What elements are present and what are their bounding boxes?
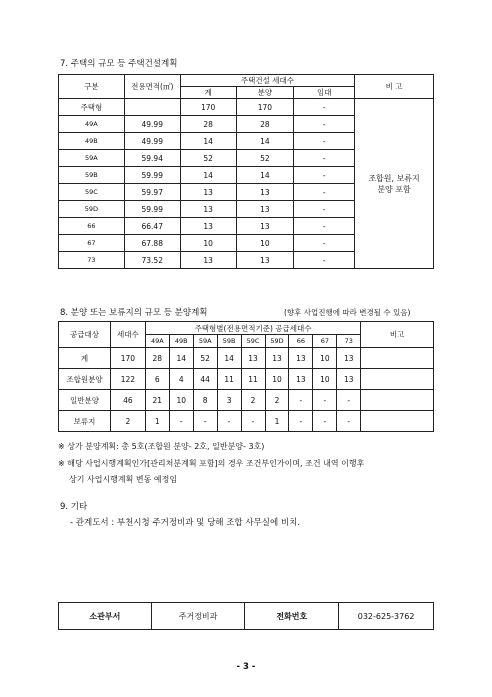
cell: - bbox=[294, 218, 355, 235]
section8-subnote: (향후 사업진행에 따라 변경될 수 있음) bbox=[284, 308, 411, 317]
cell: 13 bbox=[289, 369, 313, 390]
col-type: 66 bbox=[289, 335, 313, 348]
col-households: 주택건설 세대수 bbox=[180, 75, 354, 87]
cell bbox=[124, 99, 180, 116]
cell: - bbox=[294, 201, 355, 218]
col-target: 공급대상 bbox=[59, 322, 111, 348]
cell: 13 bbox=[236, 252, 294, 269]
col-sale: 분양 bbox=[236, 87, 294, 99]
cell: - bbox=[217, 411, 241, 432]
cell: 170 bbox=[236, 99, 294, 116]
cell: 13 bbox=[265, 348, 289, 369]
row-label: 조합원분양 bbox=[59, 369, 111, 390]
cell: 59B bbox=[59, 167, 125, 184]
cell: 28 bbox=[236, 116, 294, 133]
col-type: 73 bbox=[337, 335, 361, 348]
cell: - bbox=[294, 252, 355, 269]
cell: 11 bbox=[241, 369, 265, 390]
note-line: 분양 포함 bbox=[377, 184, 411, 194]
table-row bbox=[59, 390, 434, 411]
section7-title: 7. 주택의 규모 등 주택건설계획 bbox=[60, 59, 178, 69]
cell: 13 bbox=[180, 218, 236, 235]
cell: 49B bbox=[59, 133, 125, 150]
col-group: 주택형별(전용면적기준) 공급세대수 bbox=[145, 322, 360, 335]
cell: 59D bbox=[59, 201, 125, 218]
cell: 66.47 bbox=[124, 218, 180, 235]
cell: - bbox=[294, 99, 355, 116]
cell: 10 bbox=[313, 348, 337, 369]
cell: 59A bbox=[59, 150, 125, 167]
note-cell bbox=[361, 411, 434, 432]
col-type: 구분 bbox=[59, 75, 125, 99]
cell: - bbox=[241, 411, 265, 432]
cell: 1 bbox=[145, 411, 169, 432]
cell: - bbox=[337, 411, 361, 432]
cell: 14 bbox=[236, 133, 294, 150]
cell: 4 bbox=[169, 369, 193, 390]
cell: 59.99 bbox=[124, 167, 180, 184]
dept-label: 소관부서 bbox=[59, 603, 152, 630]
cell: - bbox=[169, 411, 193, 432]
dept-value: 주거정비과 bbox=[151, 603, 245, 630]
col-note: 비고 bbox=[361, 322, 434, 348]
cell: 13 bbox=[337, 348, 361, 369]
cell: 13 bbox=[180, 252, 236, 269]
sale-plan-table bbox=[58, 321, 434, 432]
col-type: 59D bbox=[265, 335, 289, 348]
cell: 13 bbox=[180, 201, 236, 218]
col-note: 비 고 bbox=[355, 75, 434, 99]
note-cell bbox=[361, 369, 434, 390]
cell: 170 bbox=[110, 348, 145, 369]
col-count: 세대수 bbox=[110, 322, 145, 348]
cell: - bbox=[337, 390, 361, 411]
cell: - bbox=[294, 167, 355, 184]
col-type: 59C bbox=[241, 335, 265, 348]
cell: 13 bbox=[236, 218, 294, 235]
cell: 6 bbox=[145, 369, 169, 390]
cell: - bbox=[289, 390, 313, 411]
cell: 49A bbox=[59, 116, 125, 133]
cell: 10 bbox=[265, 369, 289, 390]
cell: 14 bbox=[180, 133, 236, 150]
cell: 73.52 bbox=[124, 252, 180, 269]
col-total: 계 bbox=[180, 87, 236, 99]
note-cell bbox=[361, 390, 434, 411]
cell: 13 bbox=[180, 184, 236, 201]
row-label: 보류지 bbox=[59, 411, 111, 432]
cell: 2 bbox=[110, 411, 145, 432]
cell: 10 bbox=[180, 235, 236, 252]
section9-title: 9. 기타 bbox=[60, 502, 88, 512]
page-number: - 3 - bbox=[236, 662, 256, 672]
cell: 13 bbox=[289, 348, 313, 369]
cell: 73 bbox=[59, 252, 125, 269]
table-row bbox=[59, 411, 434, 432]
cell: 14 bbox=[169, 348, 193, 369]
cell: 52 bbox=[236, 150, 294, 167]
section9-line: - 관계도서 : 부천시청 주거정비과 및 당해 조합 사무실에 비치. bbox=[70, 518, 301, 528]
cell: 52 bbox=[193, 348, 217, 369]
footnote-condition: ※ 해당 사업시행계획인가[관리처분계획 포함]의 경우 조건부인가이며, 조건 내역 이행후 bbox=[58, 459, 365, 468]
contact-table bbox=[58, 602, 434, 630]
cell: - bbox=[289, 411, 313, 432]
table-row bbox=[59, 369, 434, 390]
cell: 122 bbox=[110, 369, 145, 390]
cell: 8 bbox=[193, 390, 217, 411]
cell: 주택형 bbox=[59, 99, 125, 116]
cell: 44 bbox=[193, 369, 217, 390]
col-type: 59B bbox=[217, 335, 241, 348]
cell: - bbox=[313, 411, 337, 432]
col-type: 49B bbox=[169, 335, 193, 348]
cell: 13 bbox=[241, 348, 265, 369]
note-line: 조합원, 보류지 bbox=[368, 173, 420, 183]
row-label: 일반분양 bbox=[59, 390, 111, 411]
cell: 28 bbox=[180, 116, 236, 133]
cell: 13 bbox=[337, 369, 361, 390]
phone-label: 전화번호 bbox=[245, 603, 339, 630]
footnote-condition-cont: 상기 사업시행계획 변동 예정임 bbox=[69, 475, 178, 484]
col-type: 59A bbox=[193, 335, 217, 348]
cell: 66 bbox=[59, 218, 125, 235]
cell: 52 bbox=[180, 150, 236, 167]
cell: 3 bbox=[217, 390, 241, 411]
cell: 59.99 bbox=[124, 201, 180, 218]
cell: 49.99 bbox=[124, 116, 180, 133]
cell: - bbox=[294, 235, 355, 252]
col-type: 49A bbox=[145, 335, 169, 348]
section8-title: 8. 분양 또는 보류지의 규모 등 분양계획 bbox=[60, 308, 208, 318]
table-row bbox=[59, 348, 434, 369]
cell: 59.97 bbox=[124, 184, 180, 201]
cell: 13 bbox=[236, 201, 294, 218]
cell: 170 bbox=[180, 99, 236, 116]
footnote-commercial: ※ 상가 분양계획: 총 5호(조합원 분양- 2호, 일반분양- 3호) bbox=[58, 442, 265, 451]
cell: 49.99 bbox=[124, 133, 180, 150]
cell: 10 bbox=[313, 369, 337, 390]
phone-value: 032-625-3762 bbox=[339, 603, 434, 630]
cell: 14 bbox=[180, 167, 236, 184]
cell: - bbox=[193, 411, 217, 432]
cell: 21 bbox=[145, 390, 169, 411]
cell: - bbox=[313, 390, 337, 411]
cell: 67 bbox=[59, 235, 125, 252]
col-rental: 임대 bbox=[294, 87, 355, 99]
row-label: 계 bbox=[59, 348, 111, 369]
cell: 59.94 bbox=[124, 150, 180, 167]
cell: 67.88 bbox=[124, 235, 180, 252]
cell: 14 bbox=[236, 167, 294, 184]
housing-plan-table bbox=[58, 74, 434, 269]
col-type: 67 bbox=[313, 335, 337, 348]
cell: - bbox=[294, 133, 355, 150]
cell: - bbox=[294, 184, 355, 201]
cell: 1 bbox=[265, 411, 289, 432]
cell: 2 bbox=[241, 390, 265, 411]
cell: 46 bbox=[110, 390, 145, 411]
table-row bbox=[59, 99, 434, 116]
note-cell bbox=[355, 99, 434, 269]
cell: 11 bbox=[217, 369, 241, 390]
cell: 59C bbox=[59, 184, 125, 201]
col-area: 전용면적(㎡) bbox=[124, 75, 180, 99]
cell: 10 bbox=[236, 235, 294, 252]
cell: - bbox=[294, 116, 355, 133]
note-cell bbox=[361, 348, 434, 369]
cell: - bbox=[294, 150, 355, 167]
cell: 2 bbox=[265, 390, 289, 411]
cell: 10 bbox=[169, 390, 193, 411]
cell: 13 bbox=[236, 184, 294, 201]
cell: 14 bbox=[217, 348, 241, 369]
cell: 28 bbox=[145, 348, 169, 369]
